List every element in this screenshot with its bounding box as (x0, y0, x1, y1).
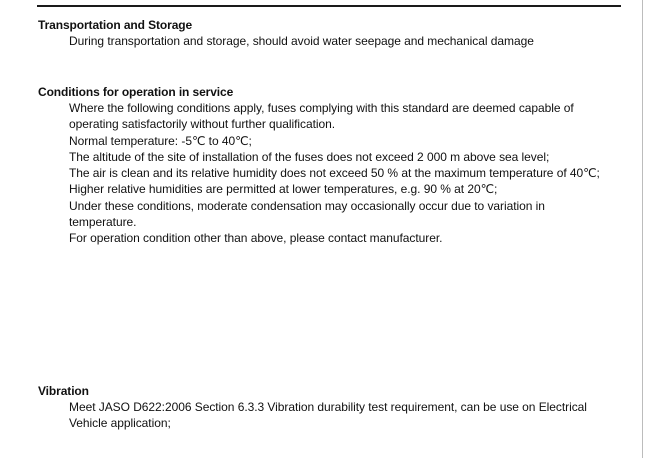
text-line: Higher relative humidities are permitted at lower temperatures, e.g. 90 % at 20℃; (69, 182, 498, 197)
section-heading: Conditions for operation in service (38, 85, 234, 99)
text-line: operating satisfactorily without further qualification. (69, 117, 336, 132)
text-line: For operation condition other than above, please contact manufacturer. (69, 231, 443, 246)
section-heading: Transportation and Storage (38, 18, 193, 32)
section-heading: Vibration (38, 384, 89, 398)
text-line: Meet JASO D622:2006 Section 6.3.3 Vibration durability test requirement, can be use on Electrical (69, 400, 587, 414)
text-line: During transportation and storage, should avoid water seepage and mechanical damage (69, 34, 534, 48)
text-line: The altitude of the site of installation of the fuses does not exceed 2 000 m above sea level; (69, 149, 550, 164)
page-edge-line (642, 0, 643, 458)
text-line: Vehicle application; (69, 416, 171, 431)
section-operating-conditions (38, 84, 628, 247)
section-body (69, 100, 628, 247)
top-divider (37, 5, 621, 7)
text-line: temperature. (69, 215, 137, 230)
text-line: The air is clean and its relative humidity does not exceed 50 % at the maximum temperature of 40℃; (69, 166, 600, 181)
text-line: Where the following conditions apply, fuses complying with this standard are deemed capable of (69, 101, 574, 115)
section-vibration (38, 383, 628, 432)
section-body (69, 33, 628, 49)
text-line: Normal temperature: -5℃ to 40℃; (69, 133, 252, 148)
text-line: Under these conditions, moderate condensation may occasionally occur due to variation in (69, 198, 545, 213)
section-body (69, 399, 628, 432)
section-transportation-storage (38, 17, 628, 49)
